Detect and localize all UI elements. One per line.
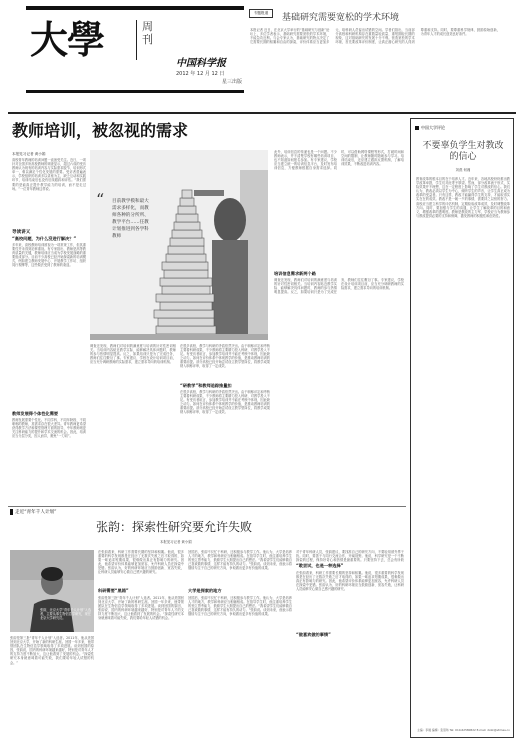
sidebar-label — [415, 125, 445, 131]
main-col3-text: 在很多高校，教学与科研的矛盾依然突出。由于职称评定和考核主要看科研成果，不少教师将主要精力投入科研，对教学投入不足。有受访者坦言，参加教学培训并不能在考核中体现，因此缺乏动力。如何在评价体系中体现教学的价值，是推动教师培训的重要前提。部分高校已经开始尝试设立教学型岗位，将教学成果纳入职称评审，取得了一定成效。 — [180, 344, 270, 369]
main-subhead-4: “研教学”和教师追踪推量扣 — [180, 383, 232, 388]
bottom-byline: 本报见习记者 黄小娟 — [160, 540, 192, 544]
sidebar-label-text: 中国大学评论 — [421, 125, 445, 130]
masthead-bottom-rule — [26, 90, 244, 93]
sidebar-label-box-icon — [415, 126, 419, 130]
section-tag: 专题报道 — [249, 9, 273, 18]
bottom-col1-text: 张韵是第三批“青年千人计划”入选者。2011年，他从美国回到北京大学，开始了新的科研生涯。回国一年多来，他带领团队在生物信息学领域取得了多项进展。谈到回国的原因，张韵说，国内的科研环境越来越好，特别是对青年人才的支持力度不断加大，这让他看到了发展的机会。“探索性研究本身就意味着可能失败，我们要给年轻人试错的机会。” — [10, 636, 94, 665]
main-headline: 教师培训，被忽视的需求 — [12, 121, 189, 140]
main-subhead-5: 培训信息需求新两个路 — [274, 271, 316, 276]
masthead-title: 大學 — [30, 17, 105, 62]
bottom-column-label: 走近“青年千人计划” — [10, 509, 57, 515]
bottom-col3-text: 回国后，张韵不仅忙于科研，还积极参与教学工作。他认为，大学是培养人才的地方，教学和科研应当相辅相成。在指导学生时，他注重培养学生的独立思考能力，鼓励学生大胆提出自己的想法。“我希望学生们能够做自己喜欢做的事情，这样才能有持久的动力。”张韵说。谈到未来，他表示将继续专注于自己的研究方向，争取做出更多有价值的成果。 — [188, 550, 292, 571]
main-subhead-2: “高校问题，为什么没进行解决？” — [12, 236, 77, 241]
top-headline: 基础研究需要宽松的学术环境 — [282, 13, 400, 23]
portrait-photo — [10, 550, 94, 632]
bottom-col4b-text: 在张韵看来，科研工作需要长期的坚持和积累。他说，很多重要的科学发现都是在经历了无数次失败之后才取得的，如果一味追求短期成果，很难做出真正有影响力的研究。因此，他希望评价体系能够更加宽容，允许科研人员在探索中犯错。张韵认为，好的科研环境应当鼓励创新、宽容失败，让科研人员能够安心做自己感兴趣的研究。 — [296, 571, 404, 592]
paper-name: 中国科学报 — [176, 58, 226, 69]
bottom-section-rule — [8, 506, 406, 507]
bottom-col3b-text: 回国后，张韵不仅忙于科研，还积极参与教学工作。他认为，大学是培养人才的地方，教学和科研应当相辅相成。在指导学生时，他注重培养学生的独立思考能力，鼓励学生大胆提出自己的想法。“我希望学生们能够做自己喜欢做的事情，这样才能有持久的动力。”张韵说。谈到未来，他表示将继续专注于自己的研究方向，争取做出更多有价值的成果。 — [188, 596, 292, 617]
main-col4b-text: 调查还发现，教师们对培训的满意度与培训的针对性密切相关。当培训内容贴近教学实际、能够解决具体问题时，教师的参与热情明显提高。反之，如果培训只是为了完成任务，教师们往往敷衍了事。专家建议，学校在设计培训项目前，应当充分调研教师的实际需求，建立需求导向的培训机制。 — [274, 278, 404, 295]
top-article-body: 本报记者 近日，在北京大学举行的“基础研究与创新”论坛上，多位学者表示，基础研究需要宽松的学术环境，不能急功近利。与会专家认为，基础研究的特点决定了它需要长期的积累和自由的探索，评价体系应当更加多元，给科研人员留出试错的空间。学者们指出，当前部分高校和科研机构存在重数量轻质量、重短期轻长期的现象，这对基础研究的发展十分不利。营造宽松的学术环境，首先要改革评价制度，让真正潜心研究的人得到尊重和支持。同时，要尊重科学规律，鼓励原始创新，为青年人才的成长创造良好条件。 — [250, 28, 500, 45]
main-photo — [90, 150, 268, 340]
masthead — [26, 6, 246, 94]
bottom-subhead-2: “敢尝试，也是一种选择” — [296, 563, 344, 568]
main-col1-text: 高校青年教师的培训问题一直备受关注。近日，一项针对全国多所高校教师的调查显示，超过六成的受访教师认为现有的培训内容与实际需求脱节，培训形式单一，难以满足个性化发展的需要。受访者普遍表示，学校组织的培训多以讲座为主，缺乏互动和实践环节，培训结束后也没有后续跟踪和评估。“我们需要的是能真正提升教学能力的培训，而不是走过场。”一位青年教师这样说。 — [12, 158, 86, 191]
main-byline: 本报见习记者 黄小娟 — [12, 152, 46, 156]
main-col3b-text: 在很多高校，教学与科研的矛盾依然突出。由于职称评定和考核主要看科研成果，不少教师将主要精力投入科研，对教学投入不足。有受访者坦言，参加教学培训并不能在考核中体现，因此缺乏动力。如何在评价体系中体现教学的价值，是推动教师培训的重要前提。部分高校已经开始尝试设立教学型岗位，将教学成果纳入职称评审，取得了一定成效。 — [180, 390, 270, 415]
bottom-subhead-1: 科研需要“黑箱” — [98, 588, 129, 593]
sidebar-body: 教育改革的根本目的在于培养人才。近年来，各地高校纷纷推出教学改革举措，学生们对此寄予厚望。然而，部分改革流于形式，实际效果并不理想，这在一定程度上影响了学生对教改的信心。我们认为，教改必须以学生为中心，倾听学生的声音，让学生真正成为改革的受益者。只有这样，教改才能赢得学生的支持，才能取得实实在在的成效。教改不是一朝一夕的事情，需要持之以恒的努力。高校应当建立科学的评估机制，定期检验改革成效，及时调整改革方向。同时，要加强与学生的沟通，让学生了解改革的目的和意义，增强改革的透明度。教师是教改的主力军，学校应当为教师参与教改提供必要的支持和保障，激发教师的积极性和创造性。 — [416, 177, 510, 218]
sidebar-byline: 刘燕 何湘 — [455, 168, 471, 172]
pull-quote-mark: “ — [96, 190, 105, 209]
pull-quote: 目前教学模和最大需求多样化，而教师各种的分所所、教学平台……任教计划推进到各学科教师 — [112, 199, 149, 239]
issue-date: 2012 年 12 月 12 日 — [176, 71, 225, 77]
main-col2-text: 调查还发现，教师们对培训的满意度与培训的针对性密切相关。当培训内容贴近教学实际、能够解决具体问题时，教师的参与热情明显提高。反之，如果培训只是为了完成任务，教师们往往敷衍了事。专家建议，学校在设计培训项目前，应当充分调研教师的实际需求，建立需求导向的培训机制。 — [90, 344, 176, 365]
main-col1b-text: 多年来，高校教师培训被视为一项常规工作，但其重要性并未得到足够重视。有专家指出，教师是高等教育质量的关键，教师培训应当成为学校发展战略的重要组成部分。目前不少高校已经开始探索新的培训模式，例如建立教师发展中心、开展教学工作坊、组织同行观摩等，这些做法受到了教师的欢迎。 — [12, 243, 86, 268]
masthead-top-rule — [26, 6, 244, 10]
main-subhead-1: 导读讲义 — [12, 230, 31, 235]
masthead-divider — [136, 20, 137, 60]
bottom-col2-text: 在张韵看来，科研工作需要长期的坚持和积累。他说，很多重要的科学发现都是在经历了无数次失败之后才取得的，如果一味追求短期成果，很难做出真正有影响力的研究。因此，他希望评价体系能够更加宽容，允许科研人员在探索中犯错。张韵认为，好的科研环境应当鼓励创新、宽容失败，让科研人员能够安心做自己感兴趣的研究。 — [98, 550, 184, 575]
sidebar-headline: 不要辜负学生对教改的信心 — [422, 141, 504, 162]
main-col4-text: 此外，培训信息的传递也是一个问题。不少教师表示，并不清楚学校有哪些培训项目，也不知道如何报名参加。有专家建议，学校应当建立统一的培训信息平台，及时发布培训信息，方便教师根据自身需求选择。同时，可以借助网络课程等形式，打破时间和空间的限制，让教师随时随地参与学习。培训结束后，还应建立跟踪反馈机制，了解培训效果，不断改进培训内容。 — [274, 150, 404, 171]
bottom-headline: 张韵：探索性研究要允许失败 — [96, 520, 253, 534]
top-section-rule — [8, 112, 516, 114]
sidebar-commentary — [410, 118, 514, 738]
edition: 星三出版 — [222, 79, 243, 85]
bottom-col2b-text: 张韵是第三批“青年千人计划”入选者。2011年，他从美国回到北京大学，开始了新的科研生涯。回国一年多来，他带领团队在生物信息学领域取得了多项进展。谈到回国的原因，张韵说，国内的科研环境越来越好，特别是对青年人才的支持力度不断加大，这让他看到了发展的机会。“探索性研究本身就意味着可能失败，我们要给年轻人试错的机会。” — [98, 596, 184, 621]
sidebar-footer: 主编：李晨 编辑：张思玮 Tel: 010-62580822 E-mail: dxzk@stimes.cn — [417, 728, 510, 732]
portrait-caption: 张韵，北京大学“青年千人计划”入选者，主要从事生物信息学研究，现任北京大学研究员。 — [40, 608, 92, 621]
masthead-vertical-label: 周刊 — [142, 20, 153, 46]
main-col1c-text: 教师发展需要个性化。不同学科、不同年龄段、不同职称的教师，其需求存在很大差异。青年教师更希望获得教学方法和课堂管理方面的指导，中年教师则更关注科研能力的提升和学术交流的机会。因此，培训应当分层分类，因人而异，避免“一刀切”。 — [12, 418, 86, 439]
bottom-subhead-4: “做喜欢做的事情” — [296, 632, 331, 637]
main-subhead-3: 教师发展得个体性化需要 — [12, 411, 59, 416]
bottom-col4-text: 对于青年科研人员，张韵建议，要找准自己的研究方向，不要轻易被外界干扰。同时，要善于与同行交流合作，开阔视野。他说，科学研究是一个不断探索的过程，保持好奇心和热情是最重要的。只要坚持下去，总会有所收 — [296, 550, 404, 562]
bottom-subhead-3: 大学是探索的地方 — [188, 588, 222, 593]
